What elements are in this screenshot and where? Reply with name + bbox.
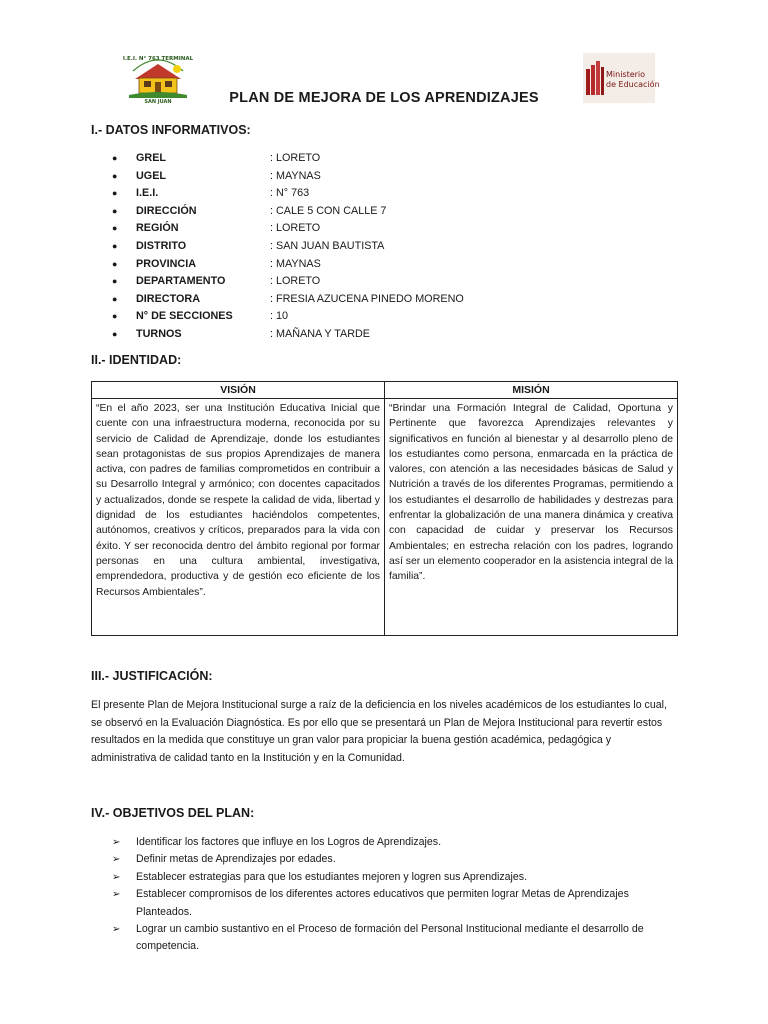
school-logo-text: I.E.I. N° 763 TERMINAL <box>122 56 194 62</box>
ministry-logo-line2: de Educación <box>606 80 660 89</box>
datos-label: REGIÓN <box>136 222 179 235</box>
section-identidad-heading: II.- IDENTIDAD: <box>91 353 182 367</box>
datos-value: : CALE 5 CON CALLE 7 <box>270 204 387 217</box>
arrow-bullet-icon: ➢ <box>112 924 121 936</box>
vision-mision-table <box>91 381 678 636</box>
datos-value: : SAN JUAN BAUTISTA <box>270 239 385 252</box>
datos-row <box>91 273 651 291</box>
ministry-logo-line1: Ministerio <box>606 70 646 79</box>
arrow-bullet-icon: ➢ <box>112 889 121 901</box>
section-datos-heading: I.- DATOS INFORMATIVOS: <box>91 123 251 137</box>
datos-value: : LORETO <box>270 275 321 288</box>
datos-label: UGEL <box>136 169 166 182</box>
objetivos-list <box>91 834 681 956</box>
datos-row <box>91 308 651 326</box>
school-logo-subtext: SAN JUAN <box>144 99 172 105</box>
objetivo-item <box>91 921 681 956</box>
datos-label: GREL <box>136 152 166 164</box>
bullet-icon: ● <box>112 170 118 181</box>
datos-row <box>91 185 651 203</box>
bullet-icon: ● <box>112 328 118 339</box>
datos-row <box>91 238 651 256</box>
vision-header: VISIÓN <box>92 382 384 399</box>
datos-value: : FRESIA AZUCENA PINEDO MORENO <box>270 292 464 305</box>
datos-list <box>91 150 651 344</box>
datos-row <box>91 291 651 309</box>
datos-label: I.E.I. <box>136 187 159 200</box>
mision-header: MISIÓN <box>385 382 677 399</box>
datos-value: : MAYNAS <box>270 169 321 182</box>
datos-label: DEPARTAMENTO <box>136 275 226 288</box>
datos-row <box>91 326 651 344</box>
datos-value: : MAÑANA Y TARDE <box>270 327 371 340</box>
arrow-bullet-icon: ➢ <box>112 854 121 866</box>
datos-label: PROVINCIA <box>136 257 196 270</box>
datos-row <box>91 150 651 168</box>
datos-value: : N° 763 <box>270 187 310 200</box>
datos-label: TURNOS <box>136 327 182 340</box>
objetivo-text: Establecer compromisos de los diferentes actores educativos que permiten lograr Metas de Aprendizajes Planteados. <box>136 888 629 918</box>
mision-text: “Brindar una Formación Integral de Calidad, Oportuna y Pertinente que favorezca Aprendizajes relevantes y significativos en función al bienestar y al desarrollo pleno de los estudiantes como persona, enmarcada en la práctica de valores, con atención a las necesidades básicas de Salud y Nutrición a través de los diferentes Programas, permitiendo a los estudiantes el desarrollo de habilidades y destrezas para enfrentar la globalización de una manera dinámica y creativa con capacidad de cuidar y preservar los Recursos Ambientales; en estrecha relación con los padres, logrando así ser un elemento cooperador en la asistencia integral de la familia”. <box>389 403 673 583</box>
bullet-icon: ● <box>112 188 118 199</box>
section-objetivos-heading: IV.- OBJETIVOS DEL PLAN: <box>91 806 255 820</box>
section-justificacion-heading: III.- JUSTIFICACIÓN: <box>91 669 213 683</box>
objetivo-text: Lograr un cambio sustantivo en el Proceso de formación del Personal Institucional mediante el desarrollo de competencia. <box>136 923 644 953</box>
datos-row <box>91 256 651 274</box>
justificacion-paragraph: El presente Plan de Mejora Institucional surge a raíz de la deficiencia en los niveles académicos de los estudiantes lo cual, se observó en la Evaluación Diagnóstica. Es por ello que se presentará un Plan de Mejora Institucional para revertir estos resultados en la medida que constituye un gran valor para propiciar la buena gestión académica, pedagógica y administrativa de calidad tanto en la Institución y en la Comunidad. <box>91 699 667 764</box>
objetivo-item <box>91 886 681 921</box>
bullet-icon: ● <box>112 311 118 322</box>
objetivo-item <box>91 869 681 886</box>
objetivo-text: Definir metas de Aprendizajes por edades. <box>136 853 336 866</box>
bullet-icon: ● <box>112 293 118 304</box>
datos-label: DISTRITO <box>136 239 187 252</box>
objetivo-item <box>91 834 681 851</box>
datos-label: DIRECCIÓN <box>136 204 197 217</box>
datos-label: N° DE SECCIONES <box>136 310 233 323</box>
vision-text: “En el año 2023, ser una Institución Educativa Inicial que cuente con una infraestructura moderna, reconocida por su servicio de Calidad de Aprendizaje, donde los estudiantes sean protagonistas de sus propios Aprendizajes de manera activa, con padres de familias comprometidos en contribuir a su Desarrollo Integral y armónico; con docentes capacitados y actualizados, donde se respete la calidad de vida, libertad y dignidad de los estudiantes haciéndolos competentes, autónomos, creativos y críticos, preparados para la vida con éxito. Y ser reconocida dentro del ámbito regional por formar personas en una cultura ambiental, investigativa, emprendedora, productiva y de gestión eco eficiente de los Recursos Ambientales”. <box>96 403 380 598</box>
datos-row <box>91 220 651 238</box>
bullet-icon: ● <box>112 276 118 287</box>
datos-row <box>91 203 651 221</box>
arrow-bullet-icon: ➢ <box>112 837 121 848</box>
bullet-icon: ● <box>112 240 118 251</box>
bullet-icon: ● <box>112 153 118 163</box>
datos-value: : LORETO <box>270 152 321 164</box>
bullet-icon: ● <box>112 258 118 269</box>
bullet-icon: ● <box>112 205 118 216</box>
bullet-icon: ● <box>112 223 118 234</box>
arrow-bullet-icon: ➢ <box>112 871 121 883</box>
objetivo-text: Identificar los factores que influye en los Logros de Aprendizajes. <box>136 836 442 848</box>
objetivo-text: Establecer estrategias para que los estudiantes mejoren y logren sus Aprendizajes. <box>136 870 528 883</box>
page-title: PLAN DE MEJORA DE LOS APRENDIZAJES <box>229 90 539 106</box>
datos-value: : 10 <box>270 310 289 323</box>
datos-value: : LORETO <box>270 222 321 235</box>
objetivo-item <box>91 851 681 868</box>
datos-row <box>91 168 651 186</box>
datos-label: DIRECTORA <box>136 292 200 305</box>
datos-value: : MAYNAS <box>270 257 321 270</box>
